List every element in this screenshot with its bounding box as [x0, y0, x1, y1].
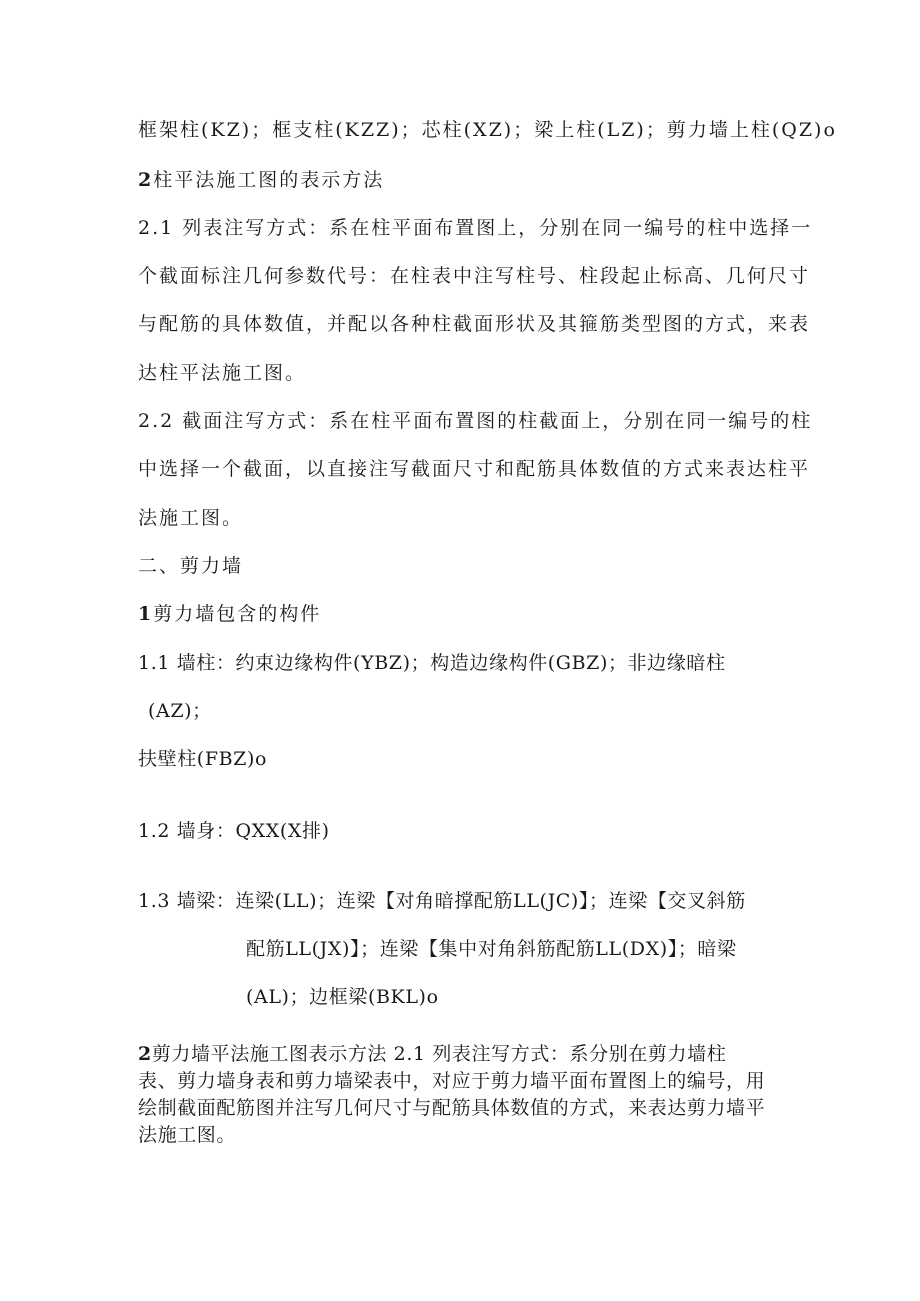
para-1-3-line-3: (AL)；边框梁(BKL)o	[246, 986, 439, 1008]
para-2-1-line-1: 2.1 列表注写方式：系在柱平面布置图上，分别在同一编号的柱中选择一	[138, 217, 813, 239]
para-1-3-line-2: 配筋LL(JX)】；连梁【集中对角斜筋配筋LL(DX)】；暗梁	[246, 938, 737, 960]
para-1-1-line-2: (AZ)；	[148, 700, 212, 722]
para-2-2-line-2: 中选择一个截面，以直接注写截面尺寸和配筋具体数值的方式来表达柱平	[138, 458, 811, 480]
heading-text: 剪力墙包含的构件	[153, 603, 322, 625]
heading-number: 1	[138, 603, 154, 625]
heading-number: 2	[138, 169, 154, 191]
heading-2-column-method	[138, 171, 384, 190]
para-2-2-line-3: 法施工图。	[138, 507, 244, 529]
heading-text: 剪力墙平法施工图表示方法 2.1 列表注写方式：系分别在剪力墙柱	[151, 1043, 727, 1065]
column-types-line: 框架柱(KZ)；框支柱(KZZ)；芯柱(XZ)；梁上柱(LZ)；剪力墙上柱(QZ)o	[138, 119, 837, 141]
heading-2-shear-wall-method-line-1	[138, 1045, 726, 1064]
section-shear-wall: 二、剪力墙	[138, 555, 244, 577]
shear-wall-method-line-2: 表、剪力墙身表和剪力墙梁表中，对应于剪力墙平面布置图上的编号，用	[138, 1070, 766, 1092]
para-1-2: 1.2 墙身：QXX(X排)	[138, 820, 330, 842]
heading-1-components	[138, 605, 321, 624]
para-2-1-line-4: 达柱平法施工图。	[138, 362, 307, 384]
para-2-1-line-2: 个截面标注几何参数代号：在柱表中注写柱号、柱段起止标高、几何尺寸	[138, 265, 811, 287]
para-1-1-line-3: 扶壁柱(FBZ)o	[138, 748, 268, 770]
para-1-1-line-1: 1.1 墙柱：约束边缘构件(YBZ)；构造边缘构件(GBZ)；非边缘暗柱	[138, 652, 726, 674]
heading-number: 2	[138, 1043, 152, 1065]
heading-text: 柱平法施工图的表示方法	[153, 169, 385, 191]
para-1-3-line-1: 1.3 墙梁：连梁(LL)；连梁【对角暗撑配筋LL(JC)】；连梁【交叉斜筋	[138, 890, 746, 912]
para-2-1-line-3: 与配筋的具体数值，并配以各种柱截面形状及其箍筋类型图的方式，来表	[138, 313, 811, 335]
shear-wall-method-line-4: 法施工图。	[138, 1124, 237, 1146]
shear-wall-method-line-3: 绘制截面配筋图并注写几何尺寸与配筋具体数值的方式，来表达剪力墙平	[138, 1097, 766, 1119]
para-2-2-line-1: 2.2 截面注写方式：系在柱平面布置图的柱截面上，分别在同一编号的柱	[138, 410, 813, 432]
